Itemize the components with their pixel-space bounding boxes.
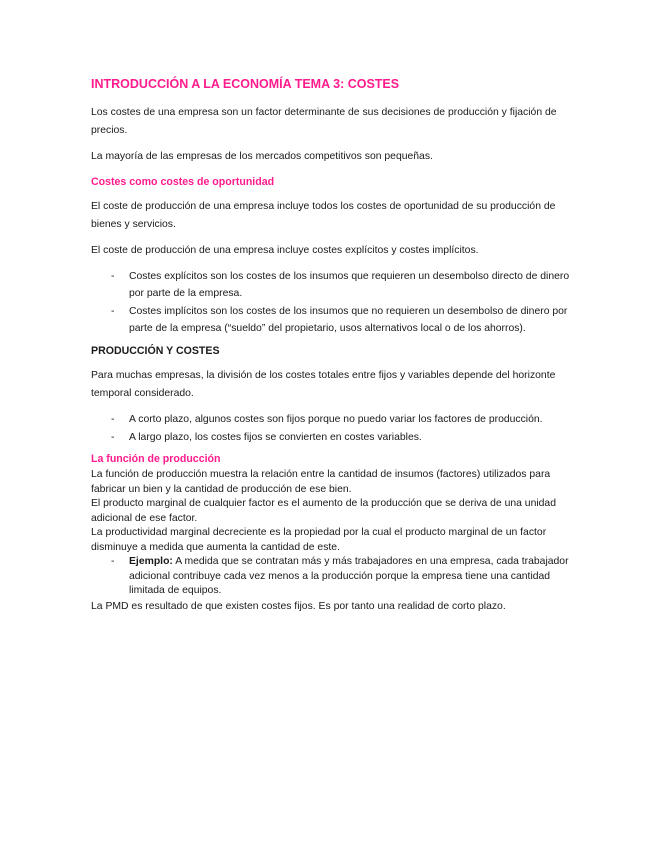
intro-paragraph-2: La mayoría de las empresas de los mercados competitivos son pequeñas. [91, 151, 433, 162]
dash-bullet: - [111, 432, 115, 443]
oportunidad-paragraph-2: El coste de producción de una empresa incluye costes explícitos y costes implícitos. [91, 245, 479, 256]
list-item [91, 429, 571, 446]
oportunidad-paragraph-1: El coste de producción de una empresa incluye todos los costes de oportunidad de su producción de bienes y servicios. [91, 201, 556, 230]
oportunidad-list [91, 268, 571, 337]
list-item [91, 411, 571, 428]
list-item [91, 303, 571, 337]
intro-paragraph-1: Los costes de una empresa son un factor determinante de sus decisiones de producción y fijación de precios. [91, 107, 557, 136]
list-item-text: A corto plazo, algunos costes son fijos porque no puedo variar los factores de producción. [129, 414, 543, 425]
list-item-text: Costes explícitos son los costes de los insumos que requieren un desembolso directo de dinero por parte de la empresa. [129, 271, 570, 299]
example-label: Ejemplo: [129, 556, 173, 567]
document-title: INTRODUCCIÓN A LA ECONOMÍA TEMA 3: COSTES [91, 77, 400, 91]
funcion-list [91, 555, 571, 599]
example-text: A medida que se contratan más y más trabajadores en una empresa, cada trabajador adicional contribuye cada vez menos a la producción porque la empresa tiene una cantidad limitada de equipos. [129, 556, 569, 596]
funcion-section [91, 452, 571, 614]
list-item [91, 268, 571, 302]
section-heading-produccion: PRODUCCIÓN Y COSTES [91, 345, 220, 357]
document-content [91, 76, 571, 614]
section-heading-funcion: La función de producción [91, 453, 221, 465]
list-item-text: A largo plazo, los costes fijos se convierten en costes variables. [129, 432, 422, 443]
produccion-list [91, 411, 571, 446]
produccion-paragraph-1: Para muchas empresas, la división de los costes totales entre fijos y variables depende del horizonte temporal considerado. [91, 370, 556, 399]
list-item-text: Costes implícitos son los costes de los insumos que no requieren un desembolso de dinero por parte de la empresa (“sueldo” del propietario, usos alternativos local o de los ahorros). [129, 306, 568, 334]
dash-bullet: - [111, 271, 115, 282]
funcion-paragraph-3: La productividad marginal decreciente es la propiedad por la cual el producto marginal de un factor disminuye a medida que aumenta la cantidad de este. [91, 527, 547, 553]
funcion-paragraph-2: El producto marginal de cualquier factor es el aumento de la producción que se deriva de una unidad adicional de ese factor. [91, 498, 556, 524]
dash-bullet: - [111, 556, 115, 567]
funcion-paragraph-4: La PMD es resultado de que existen costes fijos. Es por tanto una realidad de corto plazo. [91, 600, 506, 612]
dash-bullet: - [111, 414, 115, 425]
section-heading-oportunidad: Costes como costes de oportunidad [91, 176, 275, 188]
list-item [91, 555, 571, 599]
funcion-paragraph-1: La función de producción muestra la relación entre la cantidad de insumos (factores) utilizados para fabricar un bien y la cantidad de producción de ese bien. [91, 469, 551, 495]
dash-bullet: - [111, 306, 115, 317]
